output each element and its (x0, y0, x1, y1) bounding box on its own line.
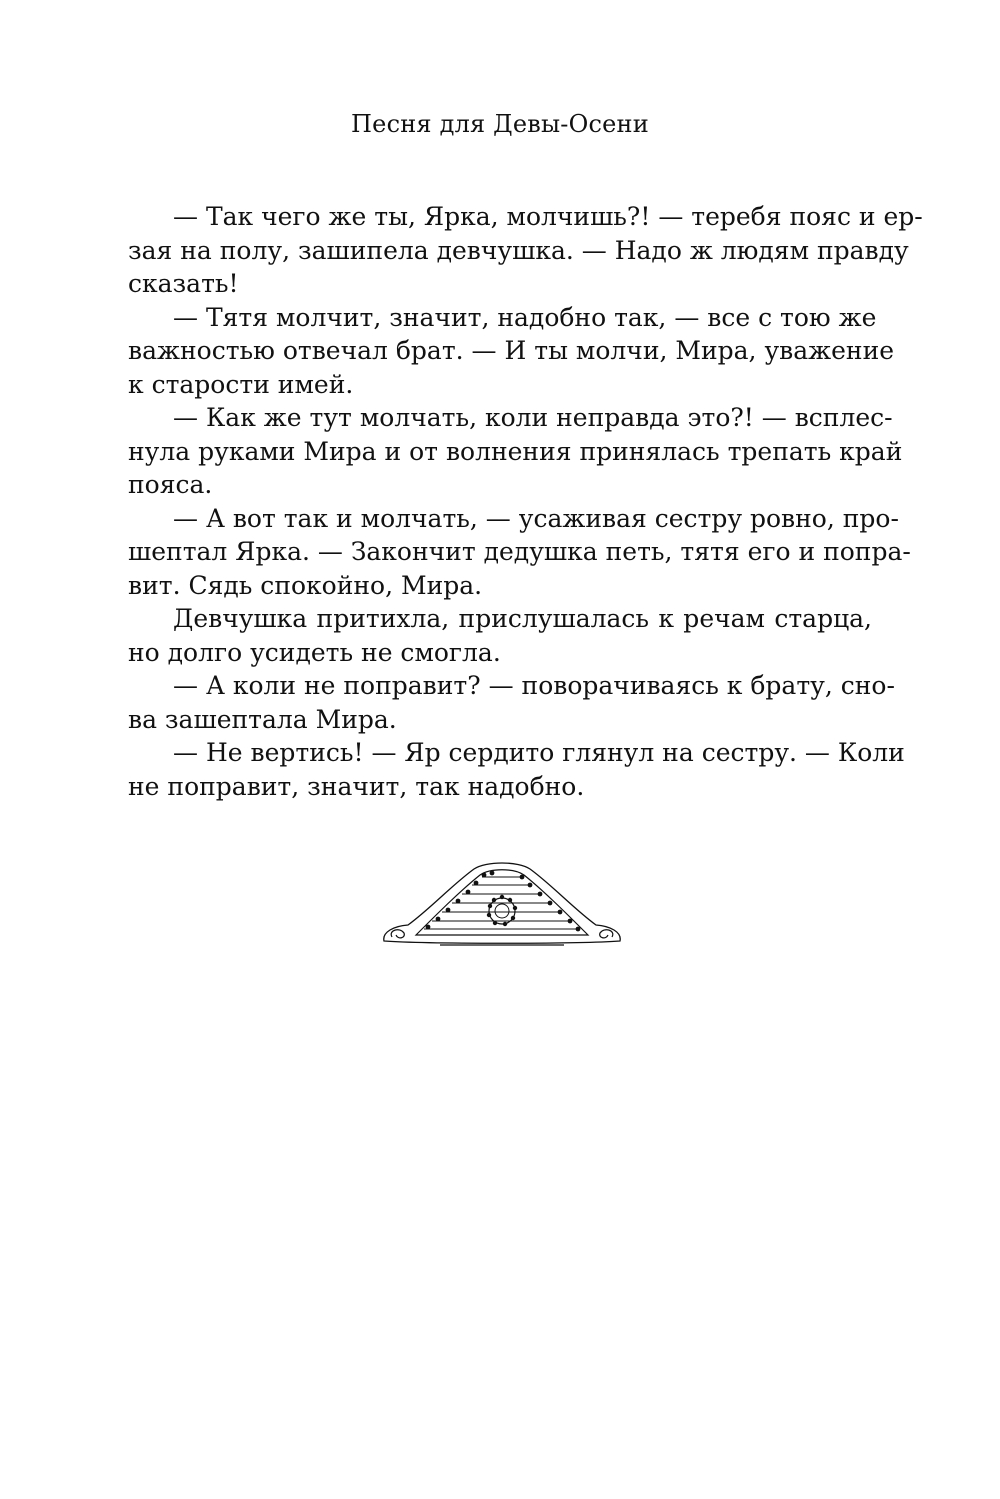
gusli-ornament-icon (378, 855, 626, 955)
text-line: — А вот так и молчать, — усаживая сестру ровно, про- (173, 503, 899, 533)
running-head: Песня для Девы-Осени (351, 110, 649, 138)
text-line: — А коли не поправит? — поворачиваясь к брату, сно- (173, 671, 895, 700)
text-line: нула руками Мира и от волнения принялась трепать край (128, 436, 903, 466)
paragraph (128, 736, 905, 803)
text-line: но долго усидеть не смогла. (128, 637, 501, 667)
text-line: — Как же тут молчать, коли неправда это?! — всплес- (173, 403, 893, 432)
text-line: Девчушка притихла, прислушалась к речам старца, (173, 604, 872, 633)
body-text (128, 200, 923, 803)
text-line: важностью отвечал брат. — И ты молчи, Мира, уважение (128, 336, 895, 365)
text-line: шептал Ярка. — Закончит дедушка петь, тятя его и попра- (128, 537, 911, 566)
text-line: зая на полу, зашипела девчушка. — Надо ж людям правду (128, 235, 909, 265)
text-line: — Тятя молчит, значит, надобно так, — все с тою же (173, 302, 877, 332)
text-line: вит. Сядь спокойно, Мира. (128, 570, 483, 600)
text-line: пояса. (128, 470, 213, 499)
text-line: ва зашептала Мира. (128, 704, 397, 734)
paragraph (128, 669, 895, 736)
text-line: — Так чего же ты, Ярка, молчишь?! — теребя пояс и ер- (173, 202, 923, 231)
text-line: не поправит, значит, так надобно. (128, 771, 585, 801)
paragraph (128, 200, 923, 301)
paragraph (128, 401, 903, 502)
text-line: сказать! (128, 269, 239, 298)
text-line: к старости имей. (128, 369, 354, 399)
paragraph (128, 602, 872, 669)
text-line: — Не вертись! — Яр сердито глянул на сестру. — Коли (173, 738, 905, 767)
paragraph (128, 301, 895, 402)
paragraph (128, 502, 911, 603)
